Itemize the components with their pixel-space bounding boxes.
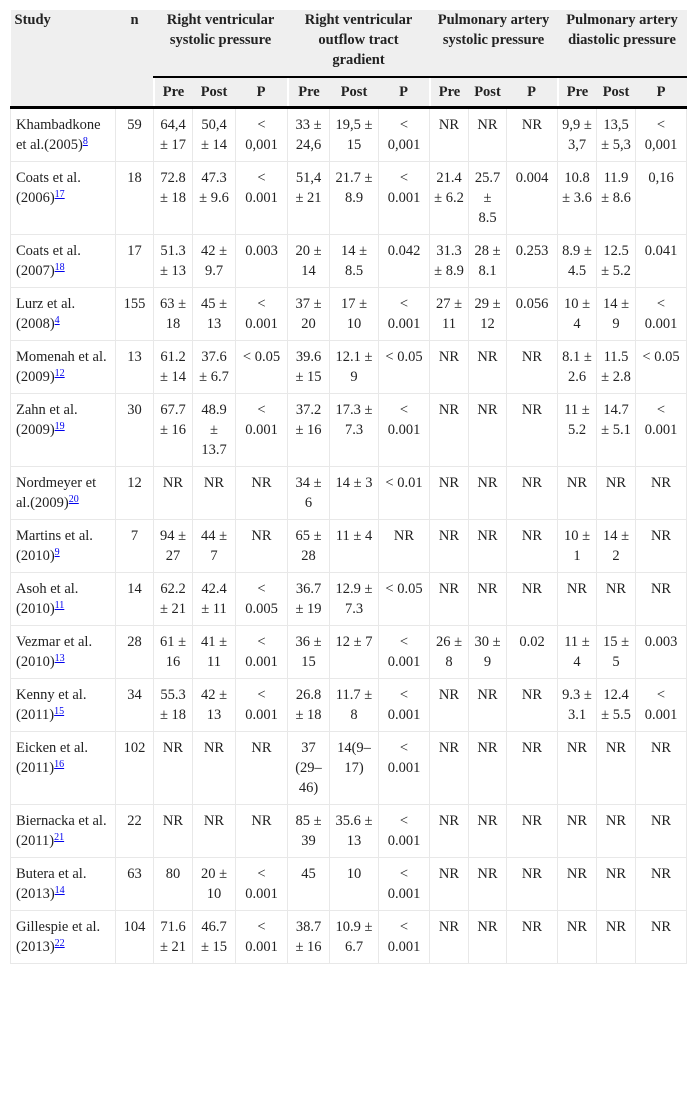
- cell-pad-pre: 11 ± 5.2: [558, 394, 597, 467]
- cell-pas-post: NR: [469, 520, 507, 573]
- table-row: [11, 162, 687, 235]
- study-name: Eicken et al. (2011): [16, 740, 89, 776]
- cell-n: 13: [116, 341, 154, 394]
- cell-rvot-p: < 0.001: [379, 626, 430, 679]
- cell-study: [11, 858, 116, 911]
- cell-rvot-p: < 0,001: [379, 108, 430, 162]
- cell-pad-pre: NR: [558, 858, 597, 911]
- cell-pad-pre: NR: [558, 911, 597, 964]
- cell-pas-post: 25.7 ± 8.5: [469, 162, 507, 235]
- cell-study: [11, 732, 116, 805]
- header-n-spacer: [116, 77, 154, 108]
- cell-rvsp-p: < 0.005: [236, 573, 288, 626]
- cell-pas-post: 29 ± 12: [469, 288, 507, 341]
- table-row: [11, 858, 687, 911]
- cell-rvot-pre: 65 ± 28: [288, 520, 330, 573]
- cell-rvot-pre: 39.6 ± 15: [288, 341, 330, 394]
- cell-study: [11, 626, 116, 679]
- cell-pas-post: 28 ± 8.1: [469, 235, 507, 288]
- cell-pas-p: NR: [507, 679, 558, 732]
- reference-link[interactable]: 9: [54, 547, 60, 558]
- cell-pas-post: NR: [469, 108, 507, 162]
- cell-pad-post: NR: [597, 467, 636, 520]
- cell-n: 17: [116, 235, 154, 288]
- cell-pad-post: NR: [597, 858, 636, 911]
- cell-rvsp-p: < 0.001: [236, 162, 288, 235]
- results-table-container: [10, 10, 687, 964]
- cell-rvsp-p: < 0.001: [236, 394, 288, 467]
- study-name: Martins et al. (2010): [16, 528, 93, 564]
- cell-rvot-post: 12 ± 7: [330, 626, 379, 679]
- cell-pad-p: NR: [636, 805, 687, 858]
- cell-rvot-p: 0.042: [379, 235, 430, 288]
- reference-link[interactable]: 15: [54, 706, 65, 717]
- cell-pad-p: < 0.001: [636, 679, 687, 732]
- cell-pad-p: 0.041: [636, 235, 687, 288]
- header-group-rvot: Right ventricular outflow tract gradient: [288, 10, 430, 77]
- cell-pas-p: NR: [507, 467, 558, 520]
- cell-rvot-post: 10: [330, 858, 379, 911]
- reference-link[interactable]: 17: [54, 189, 65, 200]
- cell-rvot-p: < 0.01: [379, 467, 430, 520]
- cell-pad-p: 0.003: [636, 626, 687, 679]
- cell-pad-p: < 0.05: [636, 341, 687, 394]
- cell-n: 155: [116, 288, 154, 341]
- cell-rvsp-post: 20 ± 10: [193, 858, 236, 911]
- cell-pad-p: NR: [636, 732, 687, 805]
- table-body: [11, 108, 687, 964]
- cell-n: 12: [116, 467, 154, 520]
- cell-rvot-pre: 38.7 ± 16: [288, 911, 330, 964]
- cell-rvsp-p: < 0.05: [236, 341, 288, 394]
- header-rvot-pre: Pre: [288, 77, 330, 108]
- study-name: Coats et al. (2007): [16, 243, 81, 279]
- study-name: Lurz et al. (2008): [16, 296, 76, 332]
- cell-rvsp-p: < 0,001: [236, 108, 288, 162]
- header-group-pas: Pulmonary artery systolic pressure: [430, 10, 558, 77]
- header-pas-post: Post: [469, 77, 507, 108]
- cell-study: [11, 341, 116, 394]
- header-pad-pre: Pre: [558, 77, 597, 108]
- reference-link[interactable]: 18: [54, 262, 65, 273]
- cell-pas-p: 0.02: [507, 626, 558, 679]
- cell-rvsp-pre: 62.2 ± 21: [154, 573, 193, 626]
- cell-pas-post: NR: [469, 805, 507, 858]
- cell-rvsp-post: 48.9 ± 13.7: [193, 394, 236, 467]
- cell-pas-p: NR: [507, 108, 558, 162]
- table-row: [11, 108, 687, 162]
- study-name: Coats et al. (2006): [16, 170, 81, 206]
- table-row: [11, 911, 687, 964]
- cell-rvsp-pre: 72.8 ± 18: [154, 162, 193, 235]
- study-name: Zahn et al. (2009): [16, 402, 78, 438]
- cell-rvsp-pre: NR: [154, 467, 193, 520]
- reference-link[interactable]: 16: [54, 759, 65, 770]
- cell-study: [11, 162, 116, 235]
- table-header: [11, 10, 687, 108]
- cell-rvot-post: 35.6 ± 13: [330, 805, 379, 858]
- cell-pad-p: < 0.001: [636, 288, 687, 341]
- cell-pad-post: 11.9 ± 8.6: [597, 162, 636, 235]
- cell-pas-post: NR: [469, 467, 507, 520]
- cell-n: 63: [116, 858, 154, 911]
- header-rvot-p: P: [379, 77, 430, 108]
- table-row: [11, 573, 687, 626]
- cell-rvot-pre: 36.7 ± 19: [288, 573, 330, 626]
- header-study: Study: [11, 10, 116, 77]
- cell-pas-pre: NR: [430, 341, 469, 394]
- cell-rvsp-post: 42 ± 13: [193, 679, 236, 732]
- cell-pad-p: NR: [636, 520, 687, 573]
- cell-pas-p: 0.253: [507, 235, 558, 288]
- reference-link[interactable]: 8: [82, 136, 88, 147]
- cell-pad-pre: 10 ± 4: [558, 288, 597, 341]
- study-name: Biernacka et al.(2011): [16, 813, 107, 849]
- cell-rvot-p: NR: [379, 520, 430, 573]
- cell-rvsp-pre: 80: [154, 858, 193, 911]
- cell-rvsp-pre: NR: [154, 732, 193, 805]
- cell-study: [11, 679, 116, 732]
- cell-rvsp-pre: 67.7 ± 16: [154, 394, 193, 467]
- cell-n: 30: [116, 394, 154, 467]
- cell-rvsp-pre: NR: [154, 805, 193, 858]
- cell-rvsp-pre: 61.2 ± 14: [154, 341, 193, 394]
- cell-pad-pre: NR: [558, 805, 597, 858]
- cell-rvot-p: < 0.001: [379, 162, 430, 235]
- reference-link[interactable]: 11: [54, 600, 65, 611]
- cell-rvot-pre: 26.8 ± 18: [288, 679, 330, 732]
- cell-pad-pre: 10 ± 1: [558, 520, 597, 573]
- cell-rvsp-pre: 71.6 ± 21: [154, 911, 193, 964]
- cell-rvsp-pre: 64,4 ± 17: [154, 108, 193, 162]
- cell-pad-post: 15 ± 5: [597, 626, 636, 679]
- table-row: [11, 394, 687, 467]
- cell-rvsp-post: 45 ± 13: [193, 288, 236, 341]
- cell-pas-p: NR: [507, 573, 558, 626]
- reference-link[interactable]: 20: [68, 494, 79, 505]
- cell-study: [11, 394, 116, 467]
- cell-pad-pre: 8.1 ± 2.6: [558, 341, 597, 394]
- cell-pas-pre: NR: [430, 679, 469, 732]
- cell-pas-pre: 27 ± 11: [430, 288, 469, 341]
- cell-rvot-p: < 0.05: [379, 341, 430, 394]
- cell-pas-post: NR: [469, 341, 507, 394]
- cell-rvsp-pre: 63 ± 18: [154, 288, 193, 341]
- header-rvsp-post: Post: [193, 77, 236, 108]
- cell-rvsp-post: 46.7 ± 15: [193, 911, 236, 964]
- cell-pas-post: NR: [469, 858, 507, 911]
- cell-rvot-pre: 37.2 ± 16: [288, 394, 330, 467]
- cell-rvsp-p: 0.003: [236, 235, 288, 288]
- reference-link[interactable]: 22: [54, 938, 65, 949]
- cell-pas-pre: NR: [430, 732, 469, 805]
- reference-link[interactable]: 14: [54, 885, 65, 896]
- cell-rvot-post: 14(9–17): [330, 732, 379, 805]
- cell-rvot-post: 10.9 ± 6.7: [330, 911, 379, 964]
- cell-rvot-post: 12.9 ± 7.3: [330, 573, 379, 626]
- cell-rvsp-post: 37.6 ± 6.7: [193, 341, 236, 394]
- cell-pad-pre: NR: [558, 573, 597, 626]
- cell-pad-post: 14 ± 9: [597, 288, 636, 341]
- cell-rvsp-post: 47.3 ± 9.6: [193, 162, 236, 235]
- cell-rvsp-p: NR: [236, 467, 288, 520]
- cell-pas-pre: 26 ± 8: [430, 626, 469, 679]
- cell-rvot-p: < 0.001: [379, 394, 430, 467]
- cell-study: [11, 573, 116, 626]
- cell-rvsp-post: 42.4 ± 11: [193, 573, 236, 626]
- cell-rvot-post: 21.7 ± 8.9: [330, 162, 379, 235]
- cell-pas-post: 30 ± 9: [469, 626, 507, 679]
- cell-pas-p: NR: [507, 341, 558, 394]
- cell-pas-pre: NR: [430, 108, 469, 162]
- cell-pad-post: 14.7 ± 5.1: [597, 394, 636, 467]
- cell-pas-p: NR: [507, 858, 558, 911]
- cell-pas-p: NR: [507, 805, 558, 858]
- reference-link[interactable]: 19: [54, 421, 65, 432]
- table-row: [11, 520, 687, 573]
- cell-pad-p: 0,16: [636, 162, 687, 235]
- cell-pad-p: NR: [636, 467, 687, 520]
- cell-n: 102: [116, 732, 154, 805]
- cell-rvot-post: 12.1 ± 9: [330, 341, 379, 394]
- cell-pas-pre: NR: [430, 911, 469, 964]
- study-name: Kenny et al. (2011): [16, 687, 87, 723]
- study-name: Asoh et al. (2010): [16, 581, 79, 617]
- cell-rvot-p: < 0.001: [379, 911, 430, 964]
- cell-pas-pre: NR: [430, 573, 469, 626]
- header-group-pad: Pulmonary artery diastolic pressure: [558, 10, 687, 77]
- cell-rvsp-post: NR: [193, 732, 236, 805]
- cell-n: 22: [116, 805, 154, 858]
- cell-rvot-pre: 51,4 ± 21: [288, 162, 330, 235]
- cell-pad-pre: 9.3 ± 3.1: [558, 679, 597, 732]
- cell-pad-post: NR: [597, 573, 636, 626]
- cell-rvsp-p: < 0.001: [236, 679, 288, 732]
- header-rvsp-pre: Pre: [154, 77, 193, 108]
- header-study-spacer: [11, 77, 116, 108]
- table-row: [11, 626, 687, 679]
- cell-n: 28: [116, 626, 154, 679]
- table-row: [11, 341, 687, 394]
- cell-rvsp-p: < 0.001: [236, 911, 288, 964]
- cell-rvot-pre: 37 ± 20: [288, 288, 330, 341]
- cell-rvot-pre: 36 ± 15: [288, 626, 330, 679]
- cell-pas-p: NR: [507, 732, 558, 805]
- study-name: Vezmar et al. (2010): [16, 634, 93, 670]
- cell-pas-post: NR: [469, 732, 507, 805]
- table-row: [11, 732, 687, 805]
- cell-rvot-post: 19,5 ± 15: [330, 108, 379, 162]
- study-name: Gillespie et al. (2013): [16, 919, 101, 955]
- cell-rvot-p: < 0.001: [379, 679, 430, 732]
- cell-pas-pre: NR: [430, 805, 469, 858]
- cell-rvot-p: < 0.001: [379, 732, 430, 805]
- cell-pas-p: NR: [507, 520, 558, 573]
- cell-pas-p: 0.056: [507, 288, 558, 341]
- cell-pad-p: NR: [636, 573, 687, 626]
- cell-study: [11, 108, 116, 162]
- cell-rvot-pre: 20 ± 14: [288, 235, 330, 288]
- cell-rvsp-post: 50,4 ± 14: [193, 108, 236, 162]
- cell-rvot-post: 17.3 ± 7.3: [330, 394, 379, 467]
- cell-pas-pre: 21.4 ± 6.2: [430, 162, 469, 235]
- header-pad-p: P: [636, 77, 687, 108]
- cell-rvot-pre: 33 ± 24,6: [288, 108, 330, 162]
- cell-rvot-post: 17 ± 10: [330, 288, 379, 341]
- cell-rvsp-post: NR: [193, 805, 236, 858]
- cell-n: 18: [116, 162, 154, 235]
- header-group-rvsp: Right ventricular systolic pressure: [154, 10, 288, 77]
- cell-rvot-p: < 0.001: [379, 288, 430, 341]
- table-row: [11, 805, 687, 858]
- header-rvot-post: Post: [330, 77, 379, 108]
- cell-pas-pre: NR: [430, 858, 469, 911]
- cell-rvot-pre: 85 ± 39: [288, 805, 330, 858]
- cell-rvot-pre: 37 (29–46): [288, 732, 330, 805]
- reference-link[interactable]: 21: [54, 832, 65, 843]
- cell-pad-post: 13,5 ± 5,3: [597, 108, 636, 162]
- header-n: n: [116, 10, 154, 77]
- cell-pad-post: 11.5 ± 2.8: [597, 341, 636, 394]
- cell-n: 14: [116, 573, 154, 626]
- cell-study: [11, 520, 116, 573]
- cell-pad-pre: NR: [558, 732, 597, 805]
- cell-pad-p: NR: [636, 858, 687, 911]
- cell-rvsp-post: NR: [193, 467, 236, 520]
- cell-pas-p: 0.004: [507, 162, 558, 235]
- cell-pad-post: 12.4 ± 5.5: [597, 679, 636, 732]
- cell-n: 59: [116, 108, 154, 162]
- cell-rvot-p: < 0.05: [379, 573, 430, 626]
- cell-study: [11, 467, 116, 520]
- reference-link[interactable]: 4: [54, 315, 60, 326]
- cell-rvsp-post: 41 ± 11: [193, 626, 236, 679]
- cell-pas-p: NR: [507, 911, 558, 964]
- cell-rvot-post: 14 ± 8.5: [330, 235, 379, 288]
- results-table: [10, 10, 687, 964]
- table-row: [11, 235, 687, 288]
- cell-rvsp-pre: 94 ± 27: [154, 520, 193, 573]
- study-name: Butera et al. (2013): [16, 866, 87, 902]
- cell-study: [11, 911, 116, 964]
- cell-rvot-post: 14 ± 3: [330, 467, 379, 520]
- cell-rvot-post: 11.7 ± 8: [330, 679, 379, 732]
- cell-rvsp-p: NR: [236, 520, 288, 573]
- cell-rvot-pre: 34 ± 6: [288, 467, 330, 520]
- cell-pad-post: 12.5 ± 5.2: [597, 235, 636, 288]
- cell-rvsp-pre: 51.3 ± 13: [154, 235, 193, 288]
- table-row: [11, 679, 687, 732]
- cell-rvot-p: < 0.001: [379, 858, 430, 911]
- cell-pas-post: NR: [469, 394, 507, 467]
- cell-pas-post: NR: [469, 911, 507, 964]
- study-name: Nordmeyer et al.(2009): [16, 475, 97, 511]
- cell-n: 7: [116, 520, 154, 573]
- cell-pad-pre: 8.9 ± 4.5: [558, 235, 597, 288]
- cell-pas-p: NR: [507, 394, 558, 467]
- cell-study: [11, 805, 116, 858]
- cell-rvot-pre: 45: [288, 858, 330, 911]
- cell-pad-post: NR: [597, 805, 636, 858]
- header-pad-post: Post: [597, 77, 636, 108]
- cell-pad-post: NR: [597, 732, 636, 805]
- reference-link[interactable]: 12: [54, 368, 65, 379]
- cell-pas-pre: 31.3 ± 8.9: [430, 235, 469, 288]
- cell-pad-pre: 9,9 ± 3,7: [558, 108, 597, 162]
- cell-rvsp-pre: 61 ± 16: [154, 626, 193, 679]
- cell-rvsp-post: 42 ± 9.7: [193, 235, 236, 288]
- cell-pad-p: < 0.001: [636, 394, 687, 467]
- cell-n: 34: [116, 679, 154, 732]
- cell-rvsp-p: < 0.001: [236, 288, 288, 341]
- table-row: [11, 467, 687, 520]
- cell-pad-post: NR: [597, 911, 636, 964]
- cell-pad-pre: 10.8 ± 3.6: [558, 162, 597, 235]
- cell-study: [11, 288, 116, 341]
- cell-pas-pre: NR: [430, 520, 469, 573]
- cell-rvsp-p: < 0.001: [236, 858, 288, 911]
- cell-pad-pre: NR: [558, 467, 597, 520]
- cell-pad-post: 14 ± 2: [597, 520, 636, 573]
- cell-pad-pre: 11 ± 4: [558, 626, 597, 679]
- cell-pas-pre: NR: [430, 394, 469, 467]
- cell-rvsp-p: < 0.001: [236, 626, 288, 679]
- reference-link[interactable]: 13: [54, 653, 65, 664]
- cell-rvot-p: < 0.001: [379, 805, 430, 858]
- cell-rvsp-p: NR: [236, 805, 288, 858]
- cell-pas-pre: NR: [430, 467, 469, 520]
- cell-rvsp-pre: 55.3 ± 18: [154, 679, 193, 732]
- table-row: [11, 288, 687, 341]
- header-rvsp-p: P: [236, 77, 288, 108]
- cell-pad-p: < 0,001: [636, 108, 687, 162]
- cell-pad-p: NR: [636, 911, 687, 964]
- cell-pas-post: NR: [469, 573, 507, 626]
- cell-study: [11, 235, 116, 288]
- cell-rvot-post: 11 ± 4: [330, 520, 379, 573]
- header-pas-p: P: [507, 77, 558, 108]
- cell-rvsp-p: NR: [236, 732, 288, 805]
- study-name: Momenah et al.(2009): [16, 349, 107, 385]
- cell-rvsp-post: 44 ± 7: [193, 520, 236, 573]
- cell-n: 104: [116, 911, 154, 964]
- cell-pas-post: NR: [469, 679, 507, 732]
- study-name: Khambadkone et al.(2005): [16, 117, 101, 153]
- header-pas-pre: Pre: [430, 77, 469, 108]
